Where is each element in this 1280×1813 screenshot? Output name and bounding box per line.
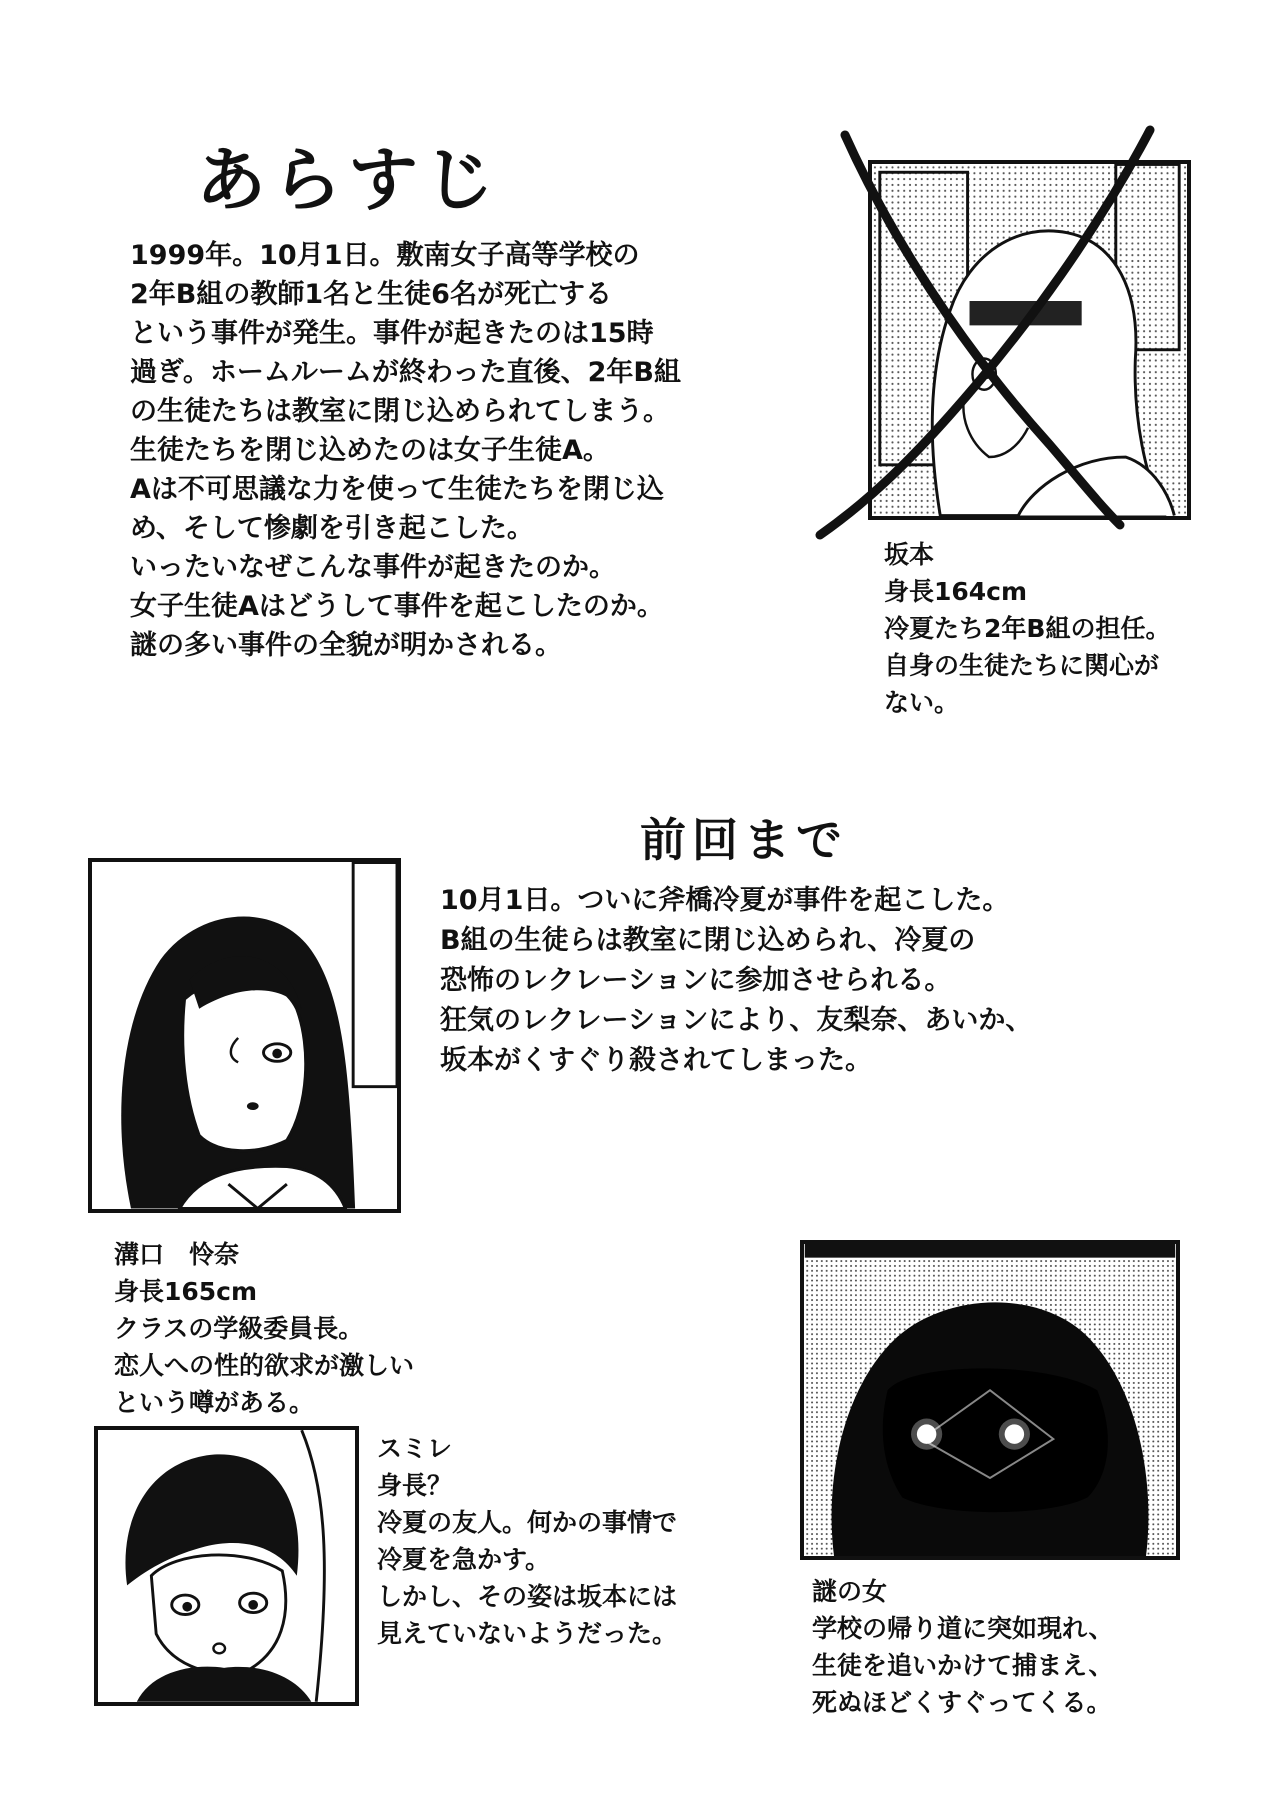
character-name: 謎の女 [812,1577,888,1606]
synopsis-line: Aは不可思議な力を使って生徒たちを閉じ込 [130,474,664,505]
character-desc-line: 学校の帰り道に突如現れ、 [812,1614,1114,1643]
character-desc-line: クラスの学級委員長。 [114,1314,364,1343]
synopsis-line: 生徒たちを閉じ込めたのは女子生徒A。 [130,435,610,466]
previously-line: 坂本がくすぐり殺されてしまった。 [440,1045,872,1076]
previously-line: 狂気のレクレーションにより、友梨奈、あいか、 [440,1005,1033,1036]
synopsis-line: 女子生徒Aはどうして事件を起こしたのか。 [130,591,664,622]
character-name: 坂本 [884,540,935,569]
character-desc-line: しかし、その姿は坂本には [377,1582,678,1611]
previously-heading: 前回まで [640,813,848,867]
mystery-woman-profile [812,1573,1114,1721]
character-desc-line: 生徒を追いかけて捕まえ、 [812,1651,1114,1680]
character-name: 溝口 怜奈 [114,1240,240,1269]
sakamoto-profile [884,536,1170,721]
character-height: 身長？ [377,1471,453,1500]
mystery-woman-illustration [804,1244,1176,1556]
mizoguchi-portrait-illustration [92,862,397,1209]
character-desc-line: 死ぬほどくすぐってくる。 [812,1688,1112,1717]
synopsis-line: 2年B組の教師1名と生徒6名が死亡する [130,279,612,310]
character-desc-line: 冷夏の友人。何かの事情で [377,1508,678,1537]
mizoguchi-profile [114,1236,414,1421]
sumire-profile [377,1430,677,1652]
sumire-portrait-illustration [98,1430,355,1702]
character-desc-line: 見えていないようだった。 [377,1619,678,1648]
character-desc-line: 冷夏を急かす。 [377,1545,551,1574]
character-desc-line: という噂がある。 [114,1388,315,1417]
previously-line: B組の生徒らは教室に閉じ込められ、冷夏の [440,925,976,956]
previously-text [440,881,1032,1081]
character-name: スミレ [377,1434,453,1463]
sumire-portrait-panel [94,1426,359,1706]
synopsis-text [130,236,681,665]
synopsis-line: の生徒たちは教室に閉じ込められてしまう。 [130,396,670,427]
character-height: 身長164cm [884,577,1028,606]
character-desc-line: 自身の生徒たちに関心が [884,651,1160,680]
character-desc-line: ない。 [884,688,960,717]
synopsis-line: め、そして惨劇を引き起こした。 [130,513,534,544]
character-desc-line: 恋人への性的欲求が激しい [114,1351,415,1380]
character-desc-line: 冷夏たち2年B組の担任。 [884,614,1171,643]
mystery-woman-panel [800,1240,1180,1560]
synopsis-line: いったいなぜこんな事件が起きたのか。 [130,552,616,583]
mizoguchi-portrait-panel [88,858,401,1213]
synopsis-line: 謎の多い事件の全貌が明かされる。 [130,630,562,661]
previously-line: 恐怖のレクレーションに参加させられる。 [440,965,952,996]
synopsis-line: 過ぎ。ホームルームが終わった直後、2年B組 [130,357,682,388]
synopsis-line: 1999年。10月1日。敷南女子高等学校の [130,240,640,271]
character-height: 身長165cm [114,1277,258,1306]
synopsis-line: という事件が発生。事件が起きたのは15時 [130,318,654,349]
synopsis-heading: あらすじ [196,138,500,221]
previously-line: 10月1日。ついに斧橋冷夏が事件を起こした。 [440,885,1010,916]
cross-out-mark [800,115,1180,545]
